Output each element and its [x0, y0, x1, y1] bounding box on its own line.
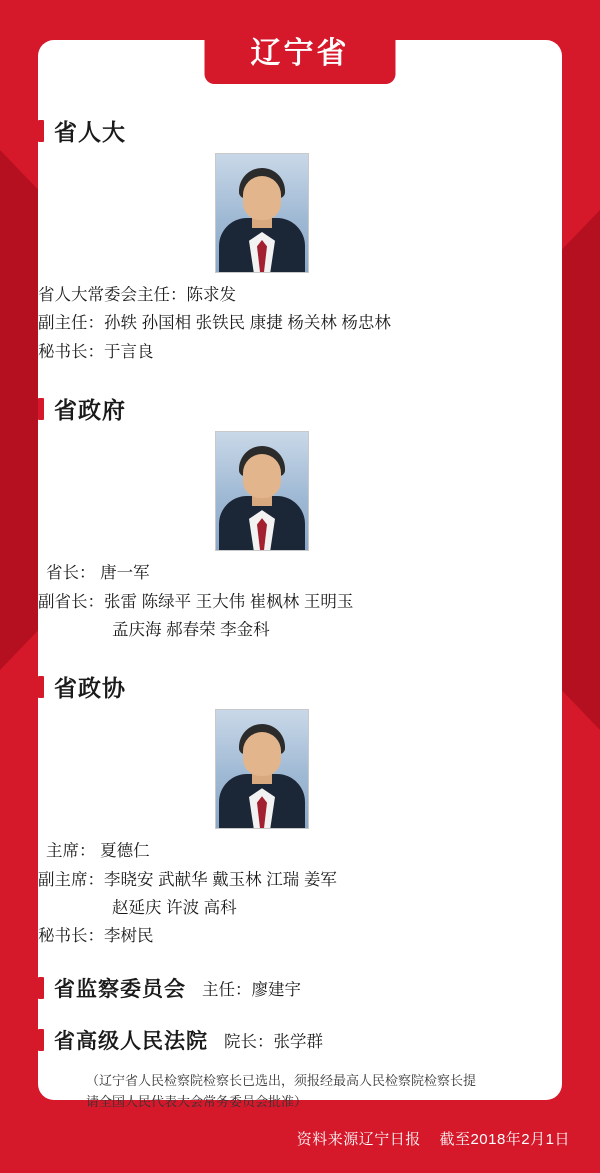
- footer-date: 截至2018年2月1日: [439, 1131, 570, 1148]
- section-marker-icon: [38, 120, 44, 142]
- section-marker-icon: [38, 1029, 44, 1051]
- section-title-people-congress: 省人大: [54, 119, 126, 145]
- cppcc-vice-chairmen-line1: 副主席：李晓安 武献华 戴玉林 江瑞 姜军: [38, 870, 337, 889]
- section-title-high-peoples-court: 省高级人民法院: [54, 1029, 208, 1053]
- section-title-provincial-government: 省政府: [54, 397, 126, 424]
- portrait-provincial-government-wrap: [38, 431, 486, 551]
- portrait-face: [243, 176, 281, 220]
- footnote: （辽宁省人民检察院检察长已选出，须报经最高人民检察院检察长提请全国人民代表大会常务委员会批准）: [86, 1072, 477, 1109]
- portrait-photo: [215, 709, 309, 829]
- portrait-provincial-cppcc-wrap: [38, 709, 486, 829]
- high-peoples-court-president: 院长：张学群: [224, 1032, 323, 1051]
- section-marker-icon: [38, 398, 44, 420]
- supervisory-commission-director: 主任：廖建宇: [202, 980, 301, 999]
- section-title-supervisory-commission: 省监察委员会: [54, 977, 186, 1001]
- people-congress-vice-chairmen: 副主任：孙轶 孙国相 张铁民 康捷 杨关林 杨忠林: [38, 314, 391, 333]
- row-supervisory-commission: [38, 973, 486, 1003]
- cppcc-vice-chairmen-line2: 赵延庆 许波 高科: [112, 899, 237, 917]
- footer: [283, 1128, 570, 1149]
- footer-source: 资料来源辽宁日报: [296, 1131, 421, 1148]
- vice-governors-line1: 副省长：张雷 陈绿平 王大伟 崔枫林 王明玉: [38, 592, 354, 611]
- section-marker-icon: [38, 676, 44, 698]
- page-title: 辽宁省: [205, 26, 396, 84]
- portrait-photo: [215, 153, 309, 273]
- portrait-face: [243, 732, 281, 776]
- portrait-photo: [215, 431, 309, 551]
- people-congress-chairman: 省人大常委会主任：陈求发: [38, 286, 236, 304]
- governor: 省长： 唐一军: [46, 564, 150, 583]
- section-header-provincial-cppcc: [38, 670, 486, 703]
- section-title-provincial-cppcc: 省政协: [54, 675, 126, 702]
- people-congress-secretary-general: 秘书长：于言良: [38, 342, 154, 361]
- portrait-people-congress-wrap: [38, 153, 486, 273]
- section-marker-icon: [38, 977, 44, 999]
- section-header-provincial-government: [38, 392, 486, 425]
- cppcc-chairman: 主席： 夏德仁: [46, 842, 150, 861]
- section-header-people-congress: [38, 114, 486, 147]
- vice-governors-line2: 孟庆海 郝春荣 李金科: [112, 620, 270, 639]
- row-high-peoples-court: [38, 1025, 486, 1055]
- portrait-face: [243, 454, 281, 498]
- content-body: [38, 88, 486, 1112]
- cppcc-secretary-general: 秘书长：李树民: [38, 927, 154, 946]
